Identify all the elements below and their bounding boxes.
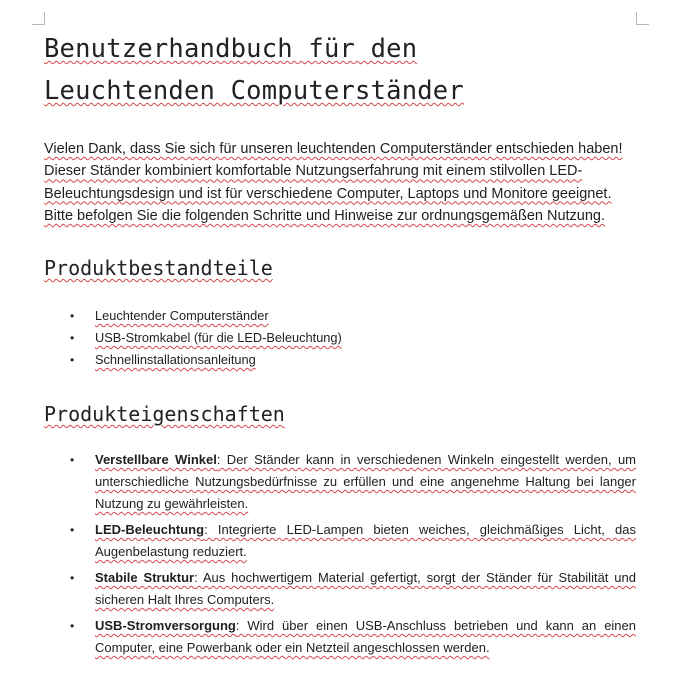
features-list — [44, 449, 636, 659]
feature-item — [44, 449, 636, 515]
components-heading — [44, 253, 636, 283]
bullet-icon: • — [70, 331, 75, 346]
page-corner-mark-left — [32, 12, 45, 25]
list-item-text: Schnellinstallationsanleitung — [95, 352, 256, 368]
document-title — [44, 28, 636, 112]
bullet-icon: • — [70, 309, 75, 324]
feature-text: : Aus hochwertigem Material gefertigt, sorgt der Ständer für Stabilität und sicheren Halt Ihres Computers. — [95, 570, 636, 608]
page-corner-mark-right — [636, 12, 649, 25]
document-body[interactable] — [44, 28, 636, 663]
list-item — [44, 327, 636, 349]
bullet-icon: • — [70, 453, 75, 468]
title-line-1: Benutzerhandbuch für den — [44, 34, 418, 64]
list-item — [44, 305, 636, 327]
list-item-text: Leuchtender Computerständer — [95, 308, 269, 324]
title-line-2: Leuchtenden Computerständer — [44, 76, 464, 106]
components-list — [44, 305, 636, 371]
list-item — [44, 349, 636, 371]
features-heading-text: Produkteigenschaften — [44, 402, 285, 427]
bullet-icon: • — [70, 353, 75, 368]
feature-label: Verstellbare Winkel — [95, 452, 217, 468]
feature-label: Stabile Struktur — [95, 570, 195, 586]
bullet-icon: • — [70, 523, 75, 538]
feature-label: LED-Beleuchtung — [95, 522, 205, 538]
intro-paragraph — [44, 138, 636, 227]
bullet-icon: • — [70, 619, 75, 634]
components-heading-text: Produktbestandteile — [44, 256, 273, 281]
bullet-icon: • — [70, 571, 75, 586]
feature-item — [44, 615, 636, 659]
features-heading — [44, 399, 636, 429]
feature-label: USB-Stromversorgung — [95, 618, 236, 634]
list-item-text: USB-Stromkabel (für die LED-Beleuchtung) — [95, 330, 342, 346]
feature-text: : Wird über einen USB-Anschluss betrieben und kann an einen Computer, eine Powerbank oder ein Netzteil angeschlossen werden. — [95, 618, 636, 656]
intro-text: Vielen Dank, dass Sie sich für unseren leuchtenden Computerständer entschieden haben! Dieser Ständer kombiniert komfortable Nutzungserfahrung mit einem stilvollen LED-Beleuchtungsdesign und ist für verschiedene Computer, Laptops und Monitore geeignet. Bitte befolgen Sie die folgenden Schritte und Hinweise zur ordnungsgemäßen Nutzung. — [44, 141, 623, 224]
feature-item — [44, 519, 636, 563]
feature-item — [44, 567, 636, 611]
feature-text: : Integrierte LED-Lampen bieten weiches, gleichmäßiges Licht, das Augenbelastung reduziert. — [95, 522, 636, 560]
feature-text: : Der Ständer kann in verschiedenen Winkeln eingestellt werden, um unterschiedliche Nutzungsbedürfnisse zu erfüllen und eine angenehme Haltung bei langer Nutzung zu gewährleisten. — [95, 452, 636, 512]
